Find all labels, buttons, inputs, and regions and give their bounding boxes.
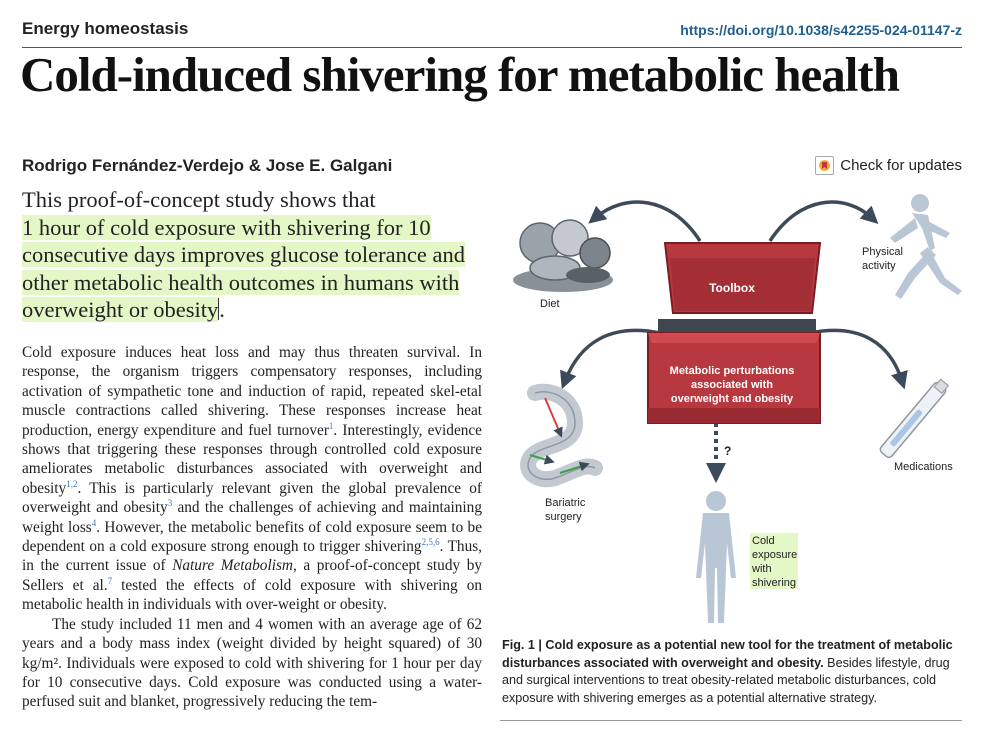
arrow-to-bariatric-surgery: [565, 330, 660, 381]
stomach-illustration: [528, 392, 595, 480]
check-for-updates-button[interactable]: [815, 156, 962, 175]
cold-exposure-label-4: shivering: [752, 577, 797, 589]
human-silhouette: [696, 491, 736, 623]
bariatric-label-2: surgery: [545, 511, 582, 523]
cold-exposure-label-3: with: [752, 563, 772, 575]
figure-1-illustration: [500, 183, 962, 623]
physical-activity-label-1: Physical: [862, 246, 903, 258]
section-label: Energy homeostasis: [22, 19, 189, 38]
check-updates-label: Check for updates: [840, 157, 962, 174]
standfirst-lead: This proof-of-concept study shows that: [22, 187, 376, 212]
medications-label: Medications: [894, 461, 953, 473]
reference-link[interactable]: 3: [167, 498, 173, 509]
diet-illustration: [513, 220, 613, 310]
question-mark: ?: [724, 444, 732, 458]
paragraph-2: The study included 11 men and 4 women with an average age of 62 years and a body mass index (weight divided by height squared) of 30 kg/m². Individuals were exposed to cold with shivering for 1 hour per day for 10 consecutive days. Cold exposure was conducted using a water-perfused suit and blanket, progressively reducing the tem-: [22, 615, 482, 711]
arrow-to-physical-activity: [770, 202, 872, 241]
text-run: tested the effects of cold exposure with shivering on metabolic health in individuals with over-weight or obesity.: [22, 576, 482, 614]
reference-link[interactable]: 4: [91, 517, 97, 528]
article-title: Cold-induced shivering for metabolic health: [20, 47, 899, 102]
cold-exposure-label-2: exposure: [752, 549, 798, 561]
bariatric-label-1: Bariatric: [545, 497, 586, 509]
text-run: Cold exposure induces heat loss and may thus threaten survival. In response, the organism triggers compensatory responses, including activation of sympathetic tone and induction of rapid, repeated skel-etal muscle contractions called shivering. These responses increase heat production, energy expenditure and fuel turnover: [22, 344, 482, 439]
toolbox-illustration: [648, 243, 820, 423]
check-updates-icon: [815, 156, 834, 175]
text-run: and the challenges of achieving and maintaining weight loss: [22, 499, 482, 536]
caption-text: Besides lifestyle, drug and surgical interventions to treat obesity-related metabolic disturbances, cold exposure with shivering emerges as a potential alternative strategy.: [502, 655, 950, 705]
arrow-to-diet: [595, 202, 700, 241]
reference-link[interactable]: 1,2: [66, 478, 78, 489]
physical-activity-label-2: activity: [862, 260, 896, 272]
text-run: . Thus, in the current issue of: [22, 538, 482, 575]
reference-link[interactable]: 7: [107, 575, 113, 586]
reference-link[interactable]: 2,5,6: [421, 537, 440, 548]
doi-link[interactable]: https://doi.org/10.1038/s42255-024-01147-z: [680, 22, 962, 38]
figure-caption: [502, 637, 962, 707]
diet-label: Diet: [540, 298, 560, 310]
caption-rule: [500, 720, 962, 721]
authors: Rodrigo Fernández-Verdejo & Jose E. Galgani: [22, 156, 393, 175]
body-text: [22, 343, 482, 712]
cold-exposure-label-1: Cold: [752, 535, 775, 547]
toolbox-label: Toolbox: [709, 281, 755, 295]
paragraph-1: [22, 343, 482, 615]
perturbations-line-3: overweight and obesity: [670, 393, 794, 405]
standfirst: [22, 186, 482, 324]
perturbations-line-1: Metabolic perturbations: [669, 365, 795, 377]
reference-link[interactable]: 1: [328, 420, 334, 431]
caption-label: Fig. 1 | Cold exposure as a potential new tool for the treatment of metabolic disturbances associated with overweight and obesity.: [502, 638, 953, 670]
text-run: . Interestingly, evidence shows that triggering these responses through controlled cold exposure ameliorates metabolic disturbances associated with overweight and obesity: [22, 421, 482, 497]
text-run: , a proof-of-concept study by Sellers et al.: [22, 557, 483, 594]
standfirst-end: .: [219, 297, 225, 322]
standfirst-highlight[interactable]: 1 hour of cold exposure with shivering for 10 consecutive days improves glucose tolerance and other metabolic health outcomes in humans with overweight or obesity: [22, 214, 465, 322]
text-run: . This is particularly relevant given the global prevalence of overweight and obesity: [22, 479, 482, 517]
journal-name: Nature Metabolism: [172, 557, 293, 575]
medication-pen-illustration: [879, 378, 950, 459]
perturbations-line-2: associated with: [691, 379, 773, 391]
text-run: . However, the metabolic benefits of cold exposure seem to be dependent on a cold exposure strong enough to trigger shivering: [22, 518, 482, 556]
arrow-to-medications: [810, 330, 902, 381]
